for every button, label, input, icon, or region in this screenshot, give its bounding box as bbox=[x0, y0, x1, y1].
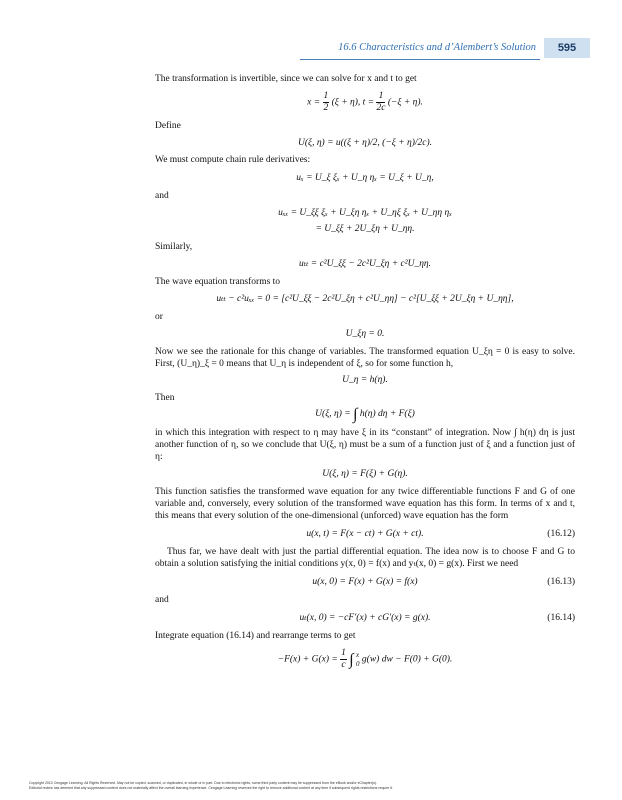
integral-sign: ∫ bbox=[349, 651, 354, 669]
equation-utt: uₜₜ = c²U_ξξ − 2c²U_ξη + c²U_ηη. bbox=[298, 259, 431, 269]
equation-U-sum: U(ξ, η) = F(ξ) + G(η). bbox=[322, 469, 408, 479]
paragraph: Now we see the rationale for this change of variables. The transformed equation U_ξη = 0 is easy to solve. First, (U_η)_ξ = 0 means that U_η is independent of ξ, so for some function h, bbox=[155, 347, 575, 369]
paragraph: or bbox=[155, 312, 163, 322]
paragraph: Define bbox=[155, 121, 181, 131]
equation-U-xi-eta: U_ξη = 0. bbox=[345, 329, 385, 339]
paragraph: in which this integration with respect to η may have ξ in its “constant” of integration. Now ∫ h(η) dη is just another function of η, so we conclude that U(ξ, η) must be a sum of a function just of ξ and a function just of η: bbox=[155, 428, 575, 462]
equation-16-13: u(x, 0) = F(x) + G(x) = f(x) (16.13) bbox=[312, 577, 575, 587]
equation-number: (16.14) bbox=[547, 613, 575, 623]
equation-inverse: x = $\frac{1}{2}$ (ξ + η), t = $\frac{1}{2c}$ (−ξ + η). bbox=[307, 91, 423, 113]
equation-uxx-2: = U_ξξ + 2U_ξη + U_ηη. bbox=[315, 224, 415, 234]
paragraph: The transformation is invertible, since we can solve for x and t to get bbox=[155, 74, 417, 84]
paragraph: This function satisfies the transformed wave equation for any twice differentiable functions F and G of one variable and, conversely, every solution of the transformed wave equation has this form. In terms of x and t, this means that every solution of the one-dimensional (unforced) wave equation has the form bbox=[155, 487, 575, 521]
equation-integrated: −F(x) + G(x) = $\frac{1}{c}$ ∫ x 0 g(w) dw − F(0) + G(0). bbox=[277, 648, 453, 670]
equation-define-U: U(ξ, η) = u((ξ + η)/2, (−ξ + η)/2c). bbox=[297, 138, 433, 148]
section-title: 16.6 Characteristics and d’Alembert’s Solution bbox=[338, 42, 536, 53]
copyright-footer: Copyright 2010 Cengage Learning. All Rights Reserved. May not be copied, scanned, or duplicated, in whole or in part. Due to electronic rights, some third party content may be suppressed from the eBook and/or eChapter(s). Editorial review has deemed that any suppressed content does not materially affect the overall learning experience. Cengage Learning reserves the right to remove additional content at any time if subsequent rights restrictions require it. bbox=[29, 781, 393, 790]
equation-ux: uₓ = U_ξ ξₓ + U_η ηₓ = U_ξ + U_η, bbox=[296, 173, 434, 183]
paragraph: Thus far, we have dealt with just the partial differential equation. The idea now is to choose F and G to obtain a solution satisfying the initial conditions y(x, 0) = f(x) and yₜ(x, 0) = g(x). First we need bbox=[155, 547, 575, 569]
paragraph: We must compute chain rule derivatives: bbox=[155, 155, 311, 165]
equation-wave-transform: uₜₜ − c²uₓₓ = 0 = [c²U_ξξ − 2c²U_ξη + c²U_ηη] − c²[U_ξξ + 2U_ξη + U_ηη], bbox=[216, 294, 514, 304]
equation-16-14: uₜ(x, 0) = −cF′(x) + cG′(x) = g(x). (16.14) bbox=[299, 613, 575, 623]
paragraph: Similarly, bbox=[155, 242, 193, 252]
header-rule bbox=[300, 59, 540, 60]
equation-16-12: u(x, t) = F(x − ct) + G(x + ct). (16.12) bbox=[306, 529, 575, 539]
paragraph: and bbox=[155, 595, 169, 605]
paragraph: Then bbox=[155, 393, 175, 403]
equation-U-eta: U_η = h(η). bbox=[342, 375, 388, 385]
paragraph: The wave equation transforms to bbox=[155, 277, 281, 287]
paragraph: and bbox=[155, 191, 169, 201]
page-number: 595 bbox=[544, 38, 590, 58]
paragraph: Integrate equation (16.14) and rearrange terms to get bbox=[155, 631, 356, 641]
integral-sign: ∫ bbox=[353, 406, 358, 423]
equation-number: (16.12) bbox=[547, 529, 575, 539]
equation-uxx-1: uₓₓ = U_ξξ ξₓ + U_ξη ηₓ + U_ηξ ξₓ + U_ηη ηₓ bbox=[278, 208, 452, 218]
equation-integral-h: U(ξ, η) = ∫ h(η) dη + F(ξ) bbox=[315, 406, 415, 423]
page-body bbox=[155, 73, 575, 671]
equation-number: (16.13) bbox=[547, 577, 575, 587]
page-header bbox=[0, 38, 622, 62]
